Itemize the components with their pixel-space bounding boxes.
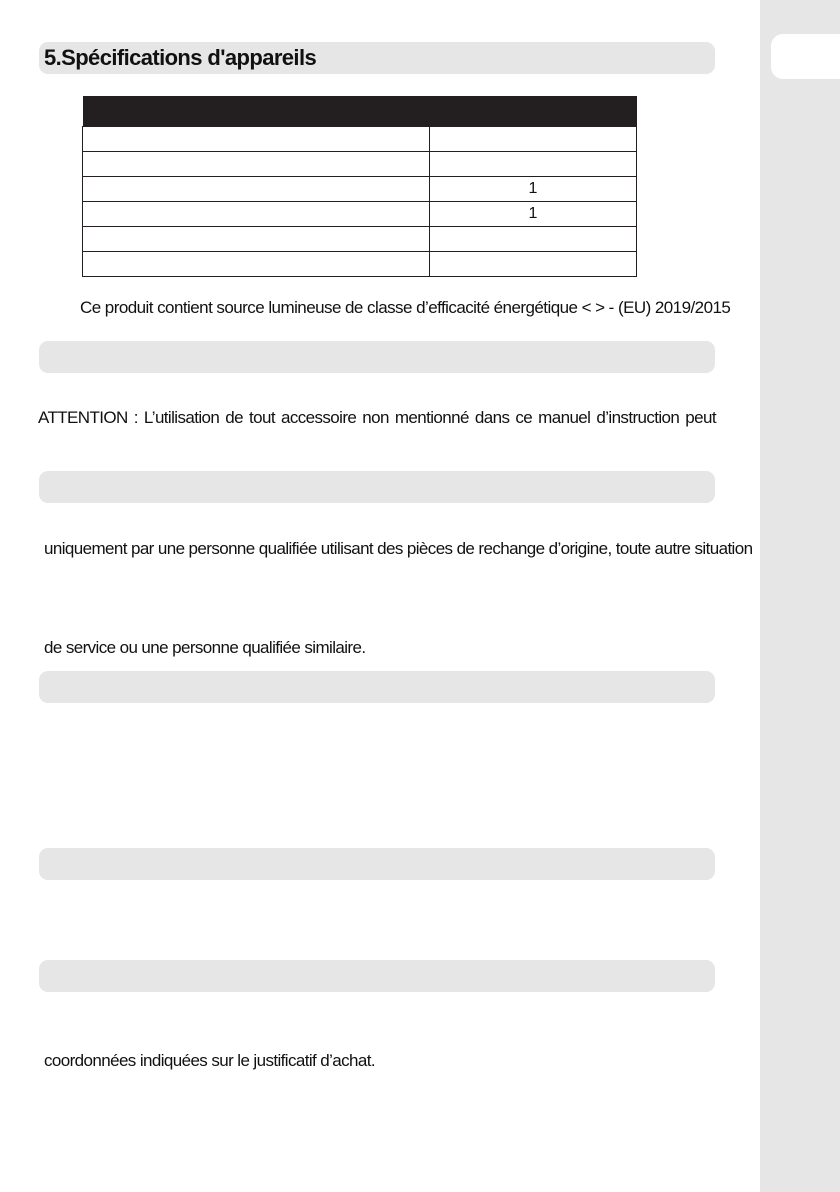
table-header-cell: [430, 96, 637, 127]
table-row: [83, 227, 637, 252]
repair-text-line: uniquement par une personne qualifiée utilisant des pièces de rechange d’origine, toute autre situation: [44, 539, 753, 558]
language-tab: [771, 34, 840, 79]
table-row: [83, 152, 637, 177]
side-strip: [760, 0, 840, 1192]
row-value: 1: [430, 177, 637, 202]
table-row: [83, 202, 637, 227]
table-row: [83, 127, 637, 152]
row-label: [83, 177, 430, 202]
section-header-specifications: [39, 42, 715, 74]
row-value: 1: [430, 202, 637, 227]
section-header-bar: [39, 471, 715, 503]
section-header-bar: [39, 960, 715, 992]
table-row: [83, 252, 637, 277]
repair-text-line: de service ou une personne qualifiée similaire.: [44, 638, 366, 657]
row-value: [430, 227, 637, 252]
row-value: [430, 152, 637, 177]
row-label: [83, 202, 430, 227]
section-header-bar: [39, 341, 715, 373]
table-row: [83, 177, 637, 202]
attention-text: ATTENTION : L’utilisation de tout accessoire non mentionné dans ce manuel d’instruction peut: [38, 408, 716, 427]
energy-class-note: Ce produit contient source lumineuse de classe d’efficacité énergétique < > - (EU) 2019/2015: [80, 298, 731, 317]
contact-text: coordonnées indiquées sur le justificatif d’achat.: [44, 1051, 375, 1070]
row-value: [430, 127, 637, 152]
row-label: [83, 127, 430, 152]
table-header-cell: [83, 96, 430, 127]
section-header-bar: [39, 848, 715, 880]
row-label: [83, 252, 430, 277]
section-header-bar: [39, 671, 715, 703]
section-title: 5.Spécifications d'appareils: [44, 45, 317, 70]
row-label: [83, 227, 430, 252]
row-value: [430, 252, 637, 277]
spec-table: [82, 96, 637, 277]
table-header-row: [83, 96, 637, 127]
row-label: [83, 152, 430, 177]
